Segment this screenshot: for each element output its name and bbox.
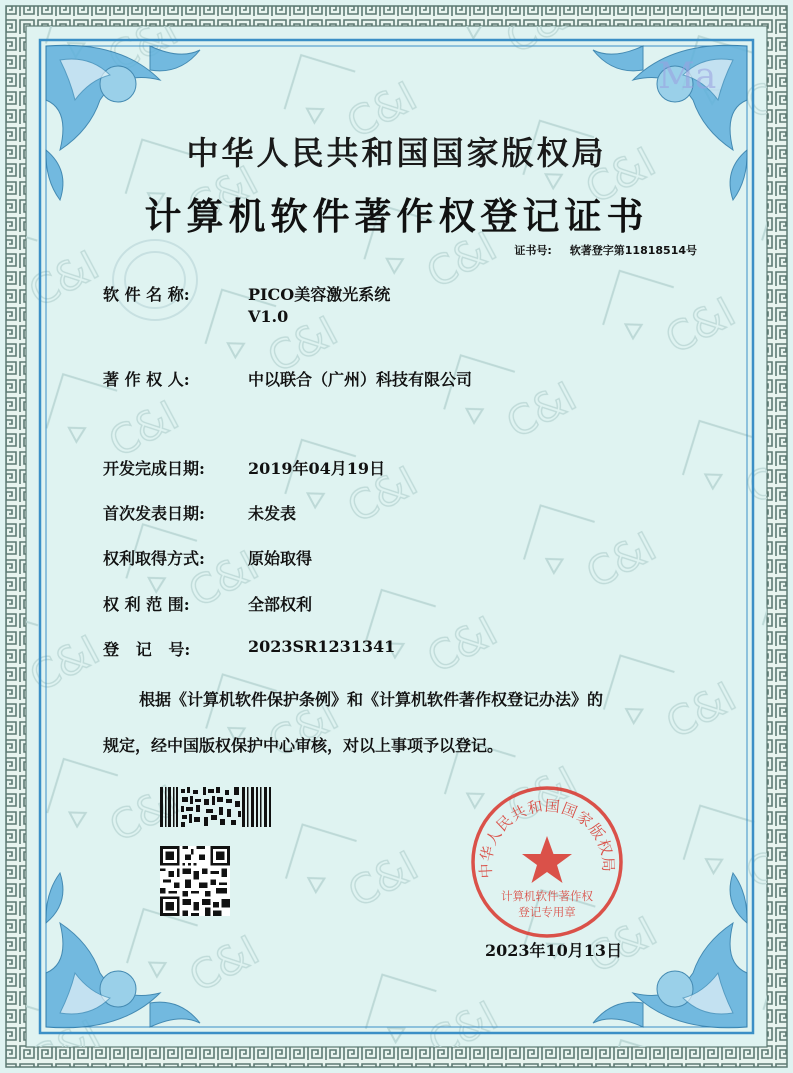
field-first-publication-date bbox=[103, 501, 296, 524]
field-copyright-owner bbox=[103, 367, 472, 390]
document-title: 计算机软件著作权登记证书 bbox=[144, 194, 649, 238]
seal-inner-line-2: 登记专用章 bbox=[518, 905, 576, 919]
barcode bbox=[160, 787, 274, 827]
copyright-owner-value: 中以联合（广州）科技有限公司 bbox=[248, 370, 473, 389]
seal-inner-line-1: 计算机软件著作权 bbox=[501, 889, 593, 903]
issuer-title: 中华人民共和国国家版权局 bbox=[186, 134, 607, 172]
field-label: 首次发表日期: bbox=[103, 504, 205, 523]
acquisition-method-value: 原始取得 bbox=[248, 549, 313, 568]
field-label: 权利取得方式: bbox=[103, 549, 205, 568]
certificate-number-value: 软著登字第11818514号 bbox=[569, 244, 697, 257]
official-seal bbox=[469, 784, 625, 940]
rights-scope-value: 全部权利 bbox=[248, 595, 313, 614]
statement-paragraph bbox=[103, 677, 723, 769]
issue-date: 2023年10月13日 bbox=[485, 941, 623, 960]
svg-text:Ma: Ma bbox=[658, 56, 717, 97]
field-label: 登 记 号: bbox=[103, 640, 191, 659]
field-software-name bbox=[103, 282, 390, 326]
field-acquisition-method bbox=[103, 546, 312, 569]
field-registration-number bbox=[103, 637, 395, 660]
software-version-value: V1.0 bbox=[248, 307, 289, 326]
field-label: 著 作 权 人: bbox=[103, 370, 190, 389]
field-label: 权 利 范 围: bbox=[103, 595, 190, 614]
certificate-number bbox=[514, 242, 697, 258]
registration-number-value: 2023SR1231341 bbox=[248, 637, 396, 656]
qr-code bbox=[160, 846, 230, 916]
field-completion-date bbox=[103, 456, 385, 479]
certificate-number-label: 证书号: bbox=[514, 244, 552, 257]
first-publication-date-value: 未发表 bbox=[248, 504, 297, 523]
field-rights-scope bbox=[103, 592, 312, 615]
field-label: 软 件 名 称: bbox=[103, 285, 190, 304]
field-label: 开发完成日期: bbox=[103, 459, 205, 478]
svg-text:中华人民共和国国家版权局: 中华人民共和国国家版权局 bbox=[476, 796, 618, 879]
completion-date-value: 2019年04月19日 bbox=[248, 459, 386, 478]
statement-line-1: 根据《计算机软件保护条例》和《计算机软件著作权登记办法》的 bbox=[139, 690, 604, 709]
software-name-value: PICO美容激光系统 bbox=[248, 285, 391, 304]
corner-logo-watermark bbox=[640, 48, 750, 118]
statement-line-2: 规定，经中国版权保护中心审核，对以上事项予以登记。 bbox=[103, 736, 504, 755]
